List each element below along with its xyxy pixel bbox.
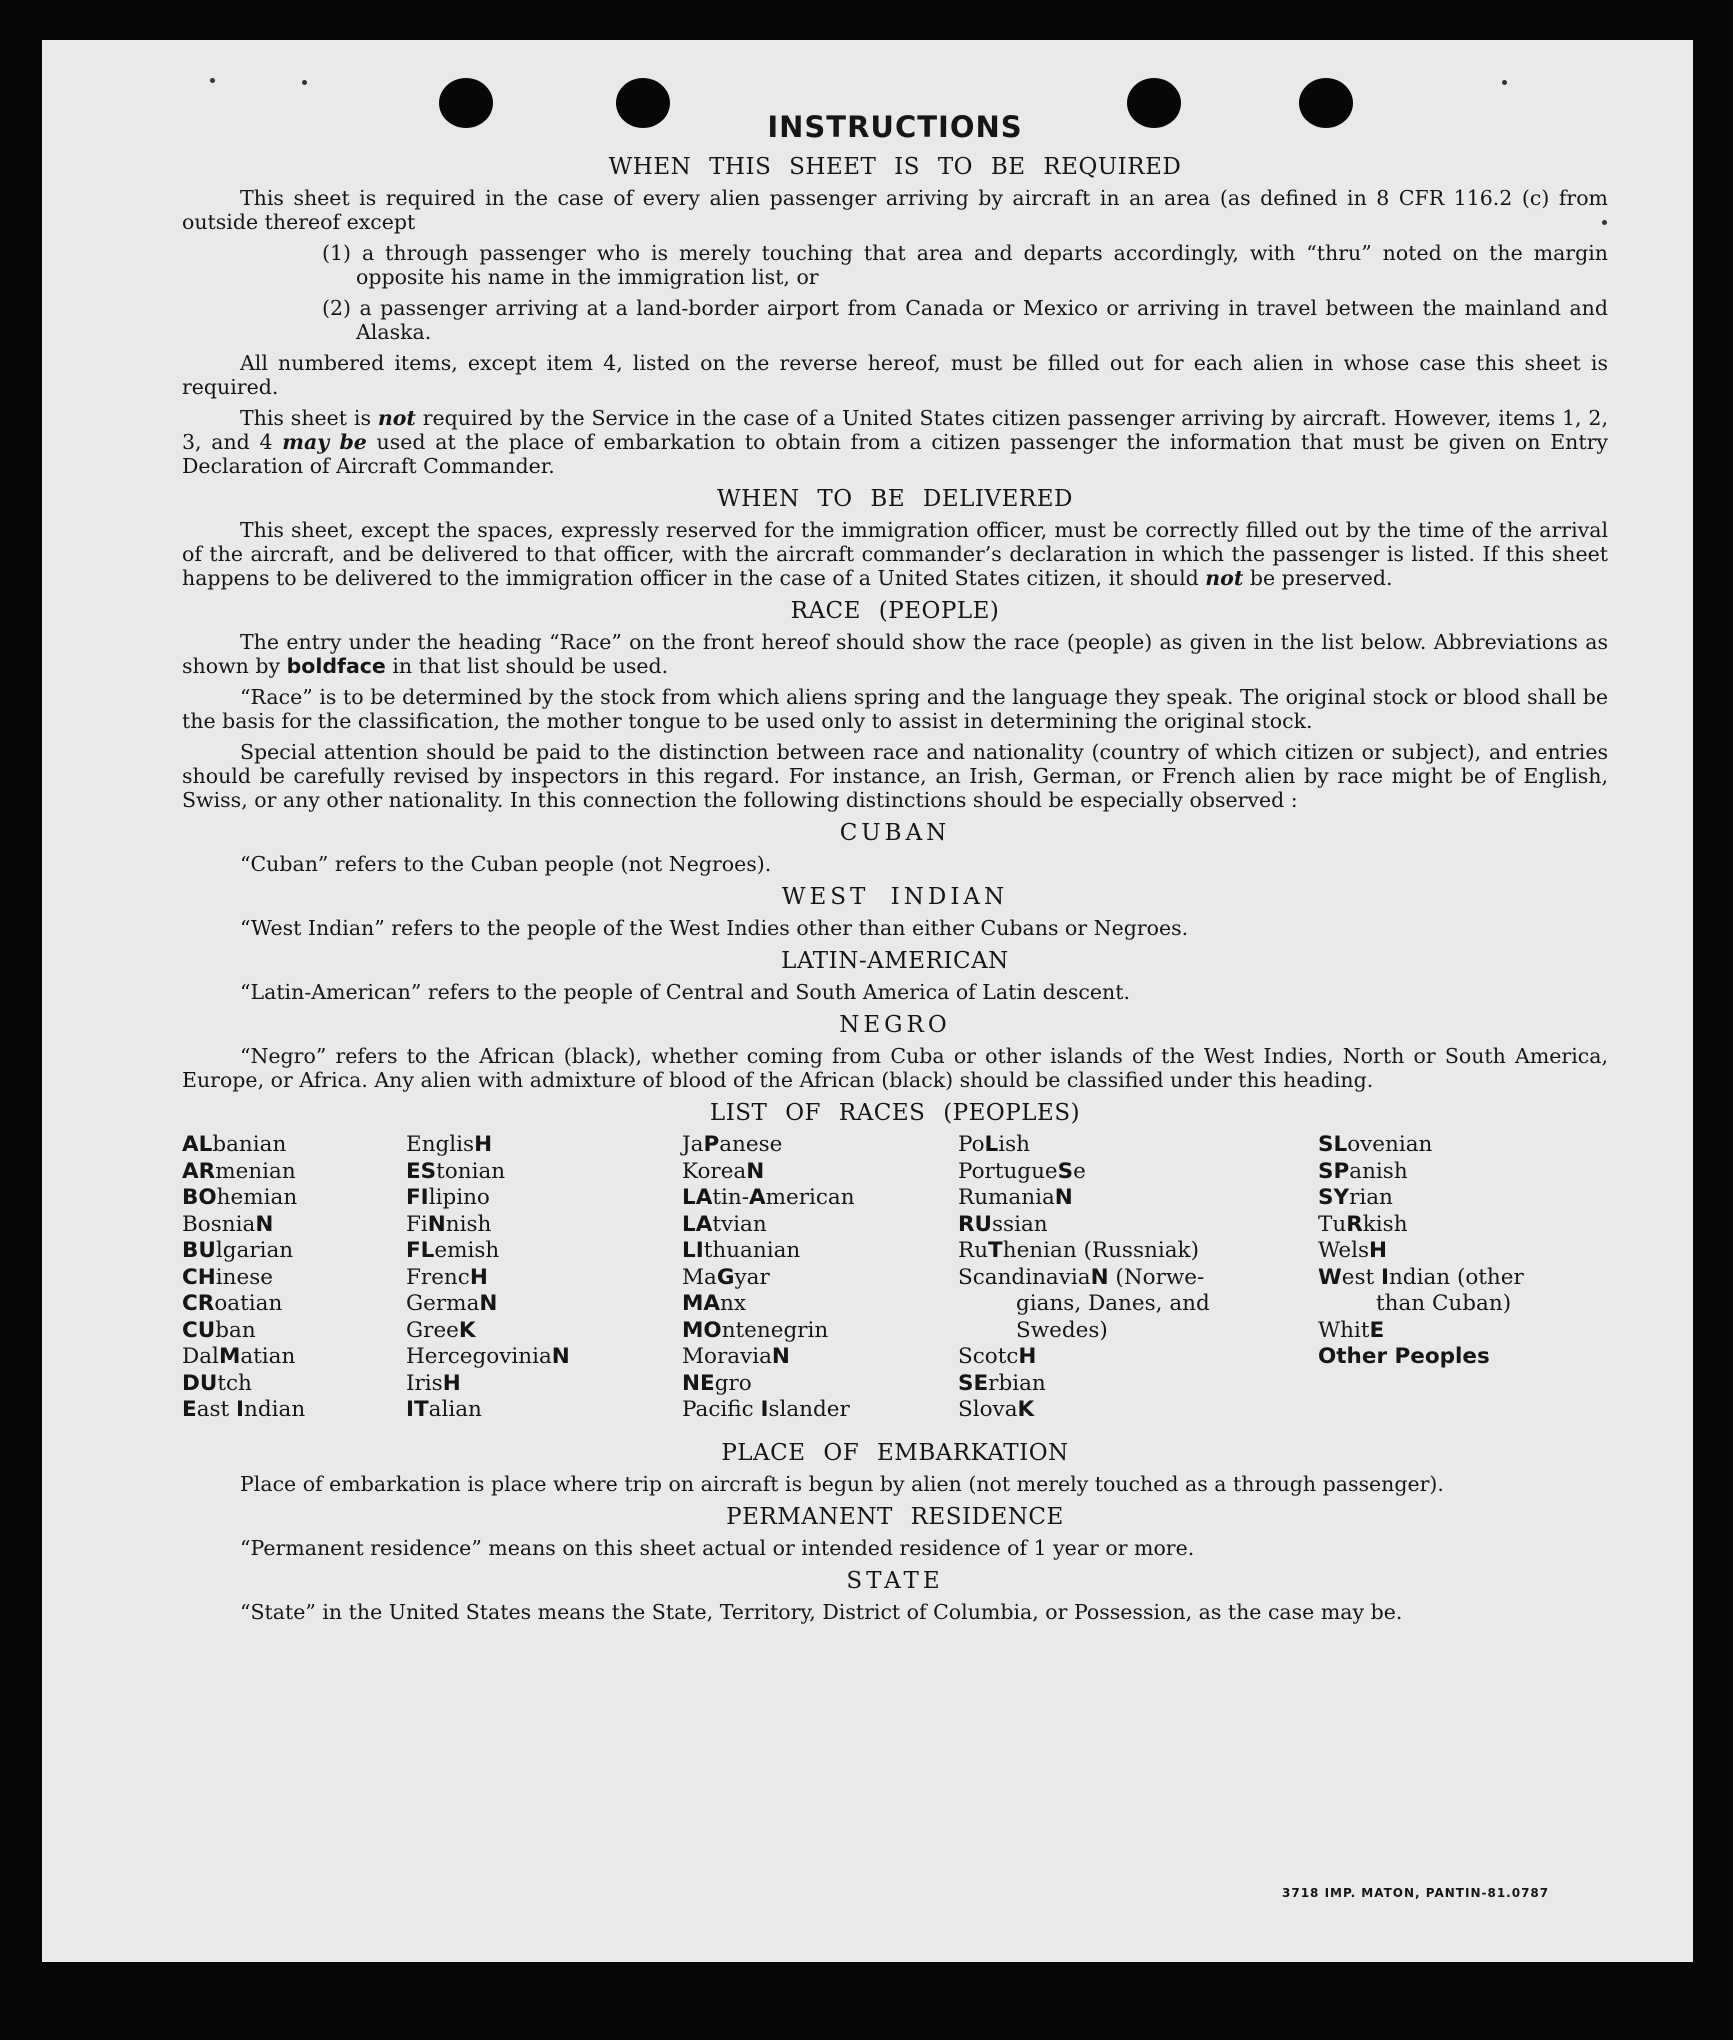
section-heading: PLACE OF EMBARKATION [721, 1440, 1069, 1466]
race-text: ndian [244, 1397, 306, 1422]
race-entry [682, 1265, 855, 1292]
race-text: henian (Russniak) [1002, 1238, 1199, 1263]
race-text: Swedes) [1016, 1317, 1108, 1343]
race-abbreviation: RU [958, 1211, 993, 1237]
race-entry [682, 1238, 855, 1265]
race-text: lipino [428, 1185, 490, 1210]
race-entry [406, 1291, 570, 1318]
text-run: The entry under the heading “Race” on the front hereof should show the race (people) as given in the list below. Abbreviations as shown by [182, 630, 1608, 678]
race-abbreviation: K [458, 1317, 476, 1343]
race-text: ovenian [1347, 1132, 1433, 1157]
race-text: Dal [182, 1344, 219, 1369]
race-entry [406, 1265, 570, 1292]
race-abbreviation: FL [406, 1238, 435, 1263]
race-entry [958, 1159, 1210, 1186]
text-run: used at the place of embarkation to obtain from a citizen passenger the information that must be given on Entry Declaration of Aircraft Commander. [182, 430, 1609, 478]
paragraph: All numbered items, except item 4, listed on the reverse hereof, must be filled out for each alien in whose case this sheet is required. [182, 351, 1608, 399]
race-text: merican [765, 1185, 855, 1210]
race-abbreviation: SP [1318, 1158, 1350, 1184]
race-column [1318, 1132, 1524, 1371]
race-text: gro [714, 1370, 752, 1396]
paragraph: “Permanent residence” means on this sheet actual or intended residence of 1 year or more. [240, 1536, 1195, 1560]
race-text: rian [1349, 1185, 1393, 1210]
race-abbreviation: ES [406, 1158, 437, 1184]
text-run: required by the Service in the case of a United States citizen passenger arriving by aircraft. However, items 1, 2, 3, and 4 [182, 406, 1608, 454]
race-abbreviation: E [1369, 1317, 1385, 1343]
race-entry [1318, 1291, 1524, 1318]
list-item: (1) a through passenger who is merely touching that area and departs accordingly, with “thru” noted on the margin opposite his name in the immigration list, or [322, 241, 1608, 289]
race-text: Korea [682, 1158, 747, 1184]
race-entry [182, 1291, 305, 1318]
race-abbreviation: AR [182, 1158, 216, 1184]
race-abbreviation: FI [406, 1185, 429, 1210]
race-entry [958, 1132, 1210, 1159]
text-run: in that list should be used. [385, 654, 669, 678]
emphasis: may be [282, 430, 367, 454]
list-item: (2) a passenger arriving at a land-border airport from Canada or Mexico or arriving in travel between the mainland and Alaska. [322, 296, 1608, 344]
race-entry [406, 1185, 570, 1212]
race-abbreviation: LA [682, 1211, 713, 1237]
race-entry [1318, 1212, 1524, 1239]
paragraph [182, 518, 1608, 590]
race-text: Rumania [958, 1185, 1055, 1210]
race-text: ndian (other [1388, 1264, 1524, 1290]
race-entry [406, 1159, 570, 1186]
race-entry [682, 1318, 855, 1345]
race-text: yar [734, 1264, 770, 1290]
section-heading: PERMANENT RESIDENCE [726, 1504, 1064, 1530]
race-entry [682, 1212, 855, 1239]
race-entry [406, 1344, 570, 1371]
race-abbreviation: NE [682, 1370, 715, 1396]
text-run: This sheet is [240, 406, 378, 430]
race-text: Whit [1318, 1317, 1370, 1343]
race-text: slander [768, 1397, 850, 1422]
race-text: Portugue [958, 1158, 1058, 1184]
race-entry [406, 1397, 570, 1424]
section-heading: WEST INDIAN [781, 884, 1009, 910]
race-entry [682, 1185, 855, 1212]
paragraph: “Latin-American” refers to the people of Central and South America of Latin descent. [240, 980, 1130, 1004]
speck [210, 78, 215, 83]
race-abbreviation: I [1380, 1264, 1389, 1290]
race-text: Ja [682, 1132, 704, 1157]
race-abbreviation: W [1318, 1264, 1342, 1290]
race-text: Po [958, 1132, 985, 1157]
race-abbreviation: N [1090, 1264, 1109, 1290]
race-entry [958, 1212, 1210, 1239]
race-text: est [1341, 1264, 1381, 1290]
race-entry [182, 1371, 305, 1398]
race-text: menian [215, 1158, 296, 1184]
race-text: banian [212, 1132, 287, 1157]
section-heading: LIST OF RACES (PEOPLES) [709, 1100, 1081, 1126]
race-entry [1318, 1344, 1524, 1371]
race-text: Moravia [682, 1344, 772, 1369]
race-abbreviation: A [748, 1185, 766, 1210]
race-text: oatian [214, 1291, 283, 1316]
race-entry [958, 1371, 1210, 1398]
race-text: Frenc [406, 1264, 470, 1290]
race-abbreviation: DU [182, 1370, 218, 1396]
race-text: inese [215, 1264, 273, 1290]
race-text: gians, Danes, and [1016, 1291, 1210, 1316]
race-entry [1318, 1265, 1524, 1292]
race-entry [1318, 1185, 1524, 1212]
race-abbreviation: N [427, 1211, 446, 1237]
race-entry [406, 1371, 570, 1398]
race-text: Scotc [958, 1344, 1019, 1369]
paragraph: “Cuban” refers to the Cuban people (not Negroes). [240, 852, 772, 876]
race-entry [682, 1371, 855, 1398]
race-abbreviation: AL [182, 1132, 213, 1157]
paragraph: “State” in the United States means the State, Territory, District of Columbia, or Possession, as the case may be. [240, 1600, 1403, 1624]
race-text: ish [998, 1132, 1031, 1157]
race-text: Iris [406, 1370, 443, 1396]
race-text: nx [720, 1291, 747, 1316]
race-abbreviation: IT [406, 1397, 429, 1422]
race-text: nish [445, 1211, 492, 1237]
paragraph: Special attention should be paid to the distinction between race and nationality (country of which citizen or subject), and entries should be carefully revised by inspectors in this regard. For instance, an Irish, German, or French alien by race might be of English, Swiss, or any other nationality. In this connection the following distinctions should be especially observed : [182, 740, 1608, 812]
race-abbreviation: CH [182, 1264, 216, 1290]
race-abbreviation: BO [182, 1185, 217, 1210]
paragraph [182, 406, 1608, 478]
race-abbreviation: T [988, 1238, 1003, 1263]
race-column [682, 1132, 855, 1424]
race-text: Bosnia [182, 1211, 256, 1237]
race-text: Slova [958, 1397, 1018, 1422]
text-run: This sheet, except the spaces, expressly reserved for the immigration officer, must be correctly filled out by the time of the arrival of the aircraft, and be delivered to that officer, with the aircraft commander’s declaration in which the passenger is listed. If this sheet happens to be delivered to the immigration officer in the case of a United States citizen, it should [182, 518, 1608, 590]
race-abbreviation: H [1368, 1238, 1387, 1263]
race-abbreviation: N [255, 1211, 274, 1237]
race-entry [958, 1291, 1210, 1318]
race-text: kish [1362, 1211, 1408, 1237]
race-abbreviation: Other Peoples [1318, 1344, 1490, 1369]
paragraph: “Negro” refers to the African (black), whether coming from Cuba or other islands of the West Indies, North or South America, Europe, or Africa. Any alien with admixture of blood of the African (black) should be classified under this heading. [182, 1044, 1608, 1092]
race-entry [1318, 1159, 1524, 1186]
section-heading: WHEN THIS SHEET IS TO BE REQUIRED [608, 154, 1182, 180]
paragraph: “West Indian” refers to the people of the West Indies other than either Cubans or Negroes. [240, 916, 1189, 940]
race-text: tin- [712, 1185, 749, 1210]
race-text: Ma [682, 1264, 717, 1290]
race-text: Germa [406, 1291, 480, 1316]
speck [1502, 80, 1507, 85]
race-abbreviation: I [236, 1397, 245, 1422]
race-abbreviation: G [716, 1264, 735, 1290]
race-abbreviation: N [1054, 1185, 1073, 1210]
section-heading: CUBAN [839, 820, 951, 846]
paragraph: This sheet is required in the case of every alien passenger arriving by aircraft in an area (as defined in 8 CFR 116.2 (c) from outside thereof except [182, 186, 1608, 234]
race-text: Pacific [682, 1397, 761, 1422]
race-text: e [1073, 1158, 1086, 1184]
race-text: atian [240, 1344, 296, 1369]
race-abbreviation: N [551, 1344, 570, 1369]
race-text: rbian [988, 1370, 1046, 1396]
race-text: Tu [1318, 1211, 1347, 1237]
race-abbreviation: SY [1318, 1185, 1350, 1210]
race-entry [406, 1318, 570, 1345]
speck [302, 80, 307, 85]
race-entry [182, 1212, 305, 1239]
race-text: Wels [1318, 1238, 1369, 1263]
race-entry [182, 1132, 305, 1159]
race-column [182, 1132, 305, 1424]
race-text: Englis [406, 1132, 475, 1157]
race-text: tvian [712, 1211, 767, 1237]
race-text: Fi [406, 1211, 428, 1237]
section-heading: STATE [846, 1568, 944, 1594]
race-entry [682, 1291, 855, 1318]
section-heading: WHEN TO BE DELIVERED [717, 486, 1073, 512]
section-heading: NEGRO [839, 1012, 951, 1038]
race-abbreviation: LI [682, 1238, 704, 1263]
emphasis: not [1205, 566, 1244, 590]
race-entry [182, 1318, 305, 1345]
text-run: be preserved. [1243, 566, 1393, 590]
race-abbreviation: H [442, 1370, 461, 1396]
race-text: ntenegrin [721, 1317, 829, 1343]
race-entry [958, 1185, 1210, 1212]
race-abbreviation: MO [682, 1317, 722, 1343]
race-entry [182, 1265, 305, 1292]
race-abbreviation: H [1018, 1344, 1037, 1369]
race-entry [406, 1132, 570, 1159]
paragraph: Place of embarkation is place where trip on aircraft is begun by alien (not merely touched as a through passenger). [240, 1472, 1444, 1496]
race-text: tonian [436, 1158, 506, 1184]
race-abbreviation: SE [958, 1370, 989, 1396]
race-abbreviation: BU [182, 1238, 216, 1263]
race-entry [182, 1159, 305, 1186]
section-heading: RACE (PEOPLE) [790, 598, 1000, 624]
race-text: ssian [992, 1211, 1048, 1237]
race-abbreviation: E [182, 1397, 197, 1422]
race-abbreviation: MA [682, 1291, 721, 1316]
race-entry [958, 1318, 1210, 1345]
race-column [406, 1132, 570, 1424]
race-abbreviation: LA [682, 1185, 713, 1210]
race-entry [182, 1238, 305, 1265]
race-column [958, 1132, 1210, 1424]
race-text: lgarian [215, 1238, 294, 1263]
page-title: INSTRUCTIONS [767, 110, 1023, 144]
race-text: alian [428, 1397, 482, 1422]
race-text: Hercegovinia [406, 1344, 552, 1369]
race-abbreviation: N [746, 1158, 765, 1184]
instructions-body [182, 110, 1608, 1631]
document-sheet [42, 40, 1693, 1962]
race-text: Gree [406, 1317, 459, 1343]
race-abbreviation: I [760, 1397, 769, 1422]
race-entry [406, 1238, 570, 1265]
race-text: emish [434, 1238, 500, 1263]
race-entry [406, 1212, 570, 1239]
race-text: thuanian [703, 1238, 801, 1263]
race-entry [958, 1238, 1210, 1265]
print-footer: 3718 IMP. MATON, PANTIN-81.0787 [1282, 1886, 1550, 1900]
race-text: ast [196, 1397, 237, 1422]
bold-word: boldface [286, 654, 386, 678]
race-abbreviation: K [1017, 1397, 1035, 1422]
race-entry [182, 1344, 305, 1371]
paragraph: “Race” is to be determined by the stock from which aliens spring and the language they speak. The original stock or blood shall be the basis for the classification, the mother tongue to be used only to assist in determining the original stock. [182, 685, 1608, 733]
race-abbreviation: S [1057, 1158, 1074, 1184]
race-text: Ru [958, 1238, 989, 1263]
race-abbreviation: H [469, 1264, 488, 1290]
section-heading: LATIN-AMERICAN [781, 948, 1009, 974]
race-text: tch [217, 1370, 252, 1396]
race-entry [1318, 1318, 1524, 1345]
race-entry [958, 1397, 1210, 1424]
race-text: hemian [216, 1185, 298, 1210]
race-entry [958, 1344, 1210, 1371]
race-list [182, 1132, 1608, 1432]
race-entry [1318, 1238, 1524, 1265]
race-entry [182, 1397, 305, 1424]
paragraph [182, 630, 1608, 678]
race-abbreviation: CR [182, 1291, 215, 1316]
race-abbreviation: CU [182, 1317, 216, 1343]
race-abbreviation: N [771, 1344, 790, 1369]
race-abbreviation: SL [1318, 1132, 1348, 1157]
race-abbreviation: M [218, 1344, 241, 1369]
race-abbreviation: P [703, 1132, 720, 1157]
race-text: ban [215, 1317, 256, 1343]
race-entry [182, 1185, 305, 1212]
race-abbreviation: L [984, 1132, 999, 1157]
race-abbreviation: H [474, 1132, 493, 1157]
race-entry [682, 1159, 855, 1186]
race-text: than Cuban) [1376, 1291, 1512, 1316]
race-entry [958, 1265, 1210, 1292]
race-text: anese [719, 1132, 783, 1157]
emphasis: not [377, 406, 416, 430]
race-text: anish [1349, 1158, 1408, 1184]
race-abbreviation: N [479, 1291, 498, 1316]
race-entry [682, 1397, 855, 1424]
race-text: (Norwe- [1108, 1264, 1205, 1290]
race-entry [682, 1132, 855, 1159]
race-entry [1318, 1132, 1524, 1159]
race-abbreviation: R [1346, 1211, 1363, 1237]
race-text: Scandinavia [958, 1264, 1091, 1290]
race-entry [682, 1344, 855, 1371]
